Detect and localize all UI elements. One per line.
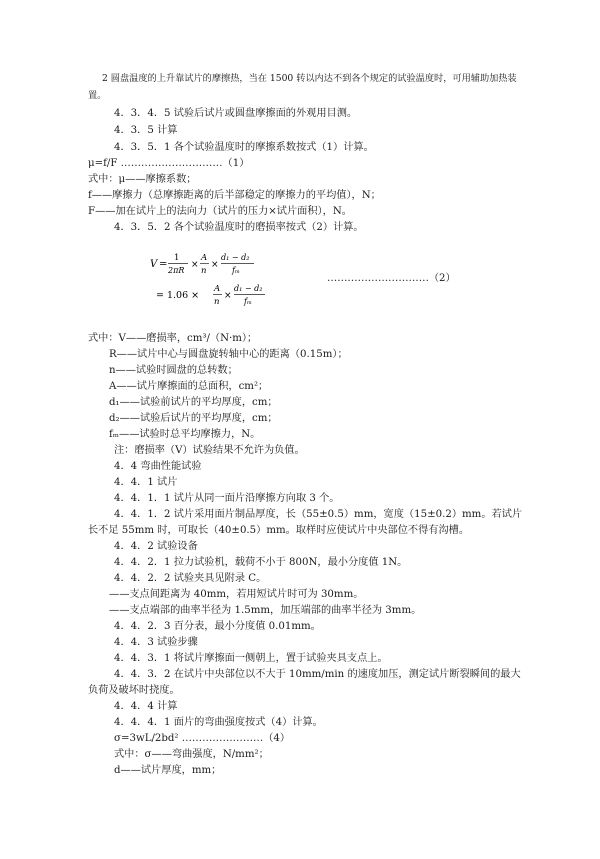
eq2-coef: = 1.06 ×: [156, 290, 200, 301]
clause-4-3-5-2: 4．3．5．2 各个试验温度时的磨损率按式（2）计算。: [114, 222, 364, 233]
clause-4-4-3-2-line-2: 负荷及破坏时挠度。: [88, 685, 180, 696]
def-F: F——加在试片上的法向力（试片的压力×试片面积），N。: [88, 206, 352, 217]
eq2-n-2: n: [214, 297, 220, 307]
eq2-n: n: [201, 266, 207, 276]
equation-2-formula: [148, 248, 266, 314]
clause-4-4-2-1: 4．4．2．1 拉力试验机，载荷不小于 800N，最小分度值 1N。: [114, 557, 408, 568]
def-mu: 式中：μ——摩擦系数；: [88, 174, 197, 185]
dash-item-2: ——支点端部的曲率半径为 1.5mm，加压端部的曲率半径为 3mm。: [109, 605, 422, 616]
equation-2-number: …………………………（2）: [327, 273, 456, 284]
clause-4-4-1-2-line-1: 4．4．1．2 试片采用面片制品厚度，长（55±0.5）mm，宽度（15±0.2）mm。若试片: [114, 509, 523, 520]
clause-4-4: 4．4 弯曲性能试验: [114, 461, 202, 472]
eq2-lhs: V: [150, 259, 158, 270]
clause-4-4-3-2-line-1: 4．4．3．2 在试片中央部位以不大于 10mm/min 的速度加压，测定试片断裂瞬间的最大: [114, 669, 521, 680]
dash-item-1: ——支点间距离为 40mm，若用短试片时可为 30mm。: [109, 589, 364, 600]
eq2-fm: fₘ: [232, 266, 240, 275]
clause-4-3-4-5: 4．3．4．5 试验后试片或圆盘摩擦面的外观用目测。: [114, 108, 358, 119]
clause-4-3-5: 4．3．5 计算: [114, 125, 178, 136]
clause-4-4-4-1: 4．4．4．1 面片的弯曲强度按式（4）计算。: [114, 717, 323, 728]
def-V: 式中：V——磨损率，cm³/（N·m）；: [88, 333, 258, 344]
eq2-times-3: ×: [224, 291, 232, 301]
clause-4-4-2-3: 4．4．2．3 百分表，最小分度值 0.01mm。: [114, 621, 321, 632]
clause-4-4-3-1: 4．4．3．1 将试片摩擦面一侧朝上，置于试验夹具支点上。: [114, 653, 388, 664]
def-fm: fₘ——试验时总平均摩擦力，N。: [109, 429, 261, 440]
clause-4-4-1-2-line-2: 长不足 55mm 时，可取长（40±0.5）mm。取样时应使试片中央部位不得有沟槽。: [88, 525, 470, 536]
note-text: 圆盘温度的上升靠试片的摩擦热，当在 1500 转以内达不到各个规定的试验温度时，可用辅助加热装: [110, 73, 517, 84]
eq2-one: 1: [174, 253, 180, 263]
eq2-A-2: A: [214, 284, 221, 294]
note-wear-rate: 注：磨损率（V）试验结果不允许为负值。: [114, 445, 305, 456]
eq2-A: A: [201, 253, 208, 263]
def-R: R——试片中心与圆盘旋转轴中心的距离（0.15m）；: [109, 349, 348, 360]
def-d: d——试片厚度，mm；: [114, 765, 222, 776]
eq2-fm-2: fₘ: [244, 297, 252, 306]
eq2-d1-d2-2: d₁ − d₂: [234, 284, 263, 293]
note-number: 2: [102, 73, 108, 84]
clause-4-4-3: 4．4．3 试验步骤: [114, 637, 198, 648]
clause-4-4-1: 4．4．1 试片: [114, 477, 178, 488]
note-line-2: 置。: [88, 90, 107, 101]
def-f: f——摩擦力（总摩擦距离的后半部稳定的摩擦力的平均值），N；: [88, 190, 381, 201]
eq2-2piR: 2πR: [168, 266, 185, 275]
note-line-1: [102, 72, 517, 85]
eq2-times-2: ×: [211, 260, 219, 270]
eq2-d1-d2: d₁ − d₂: [221, 253, 250, 262]
clause-4-3-5-1: 4．3．5．1 各个试验温度时的摩擦系数按式（1）计算。: [114, 142, 374, 153]
clause-4-4-2-2: 4．4．2．2 试验夹具见附录 C。: [114, 573, 267, 584]
clause-4-4-1-1: 4．4．1．1 试片从同一面片沿摩擦方向取 3 个。: [114, 493, 340, 504]
equation-4: σ=3wL/2bd² ……………………（4）: [114, 733, 291, 744]
eq2-equals: =: [159, 259, 168, 270]
eq2-times-1: ×: [191, 260, 199, 270]
clause-4-4-2: 4．4．2 试验设备: [114, 541, 198, 552]
def-d2: d₂——试验后试片的平均厚度，cm；: [109, 413, 278, 424]
equation-1: μ=f/F …………………………（1）: [88, 158, 250, 169]
def-sigma: 式中：σ——弯曲强度，N/mm²；: [114, 749, 269, 760]
def-n: n——试验时圆盘的总转数；: [109, 365, 238, 376]
def-d1: d₁——试验前试片的平均厚度，cm；: [109, 397, 278, 408]
def-A: A——试片摩擦面的总面积，cm²；: [109, 381, 269, 392]
clause-4-4-4: 4．4．4 计算: [114, 701, 178, 712]
